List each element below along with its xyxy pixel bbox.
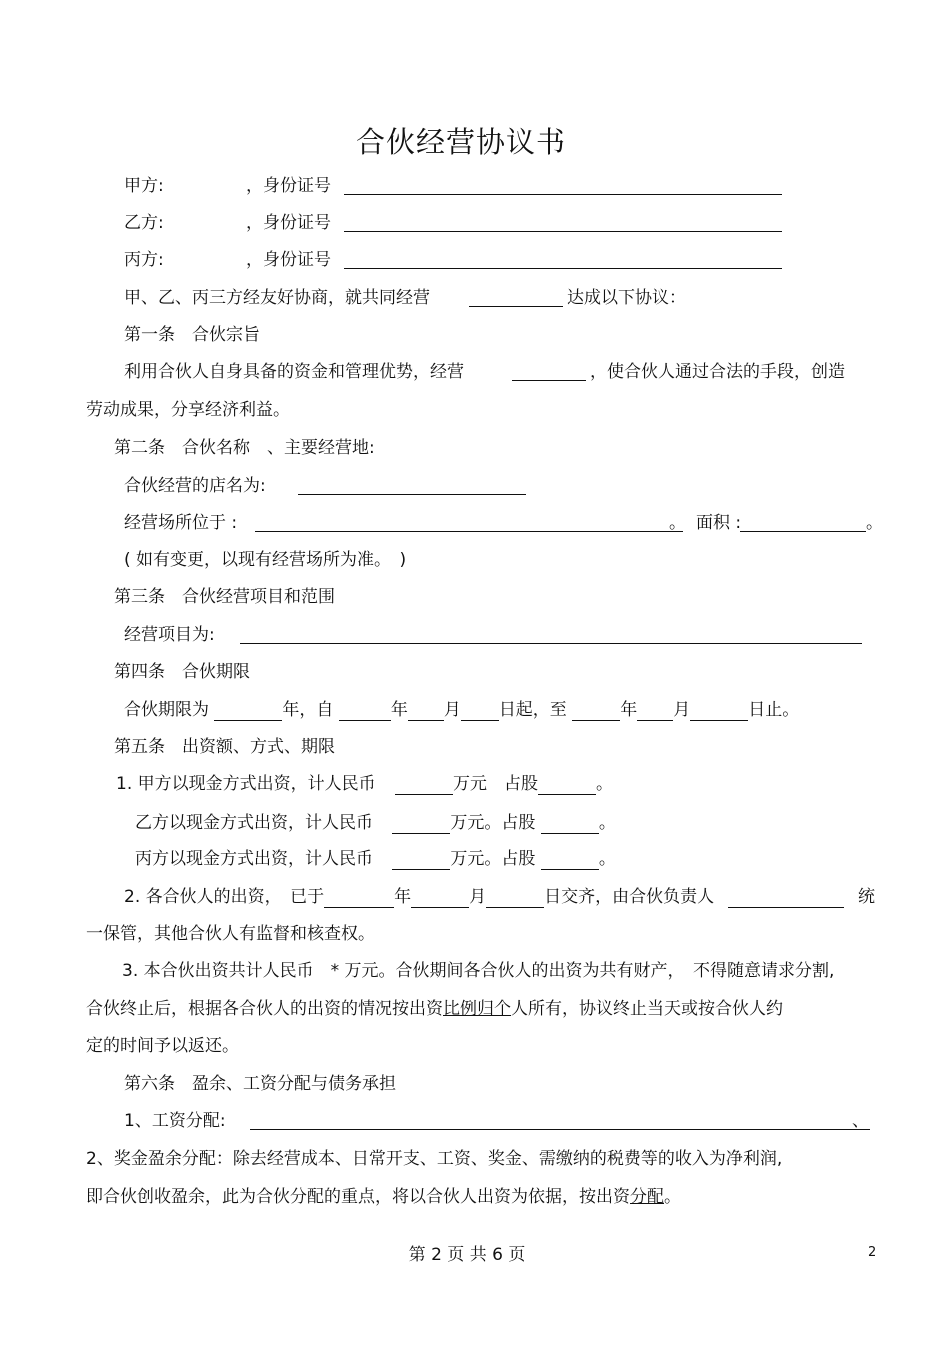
article-4-heading: 第四条 合伙期限: [114, 662, 250, 682]
article-6-heading: 第六条 盈余、工资分配与债务承担: [124, 1074, 396, 1094]
document-title: 合伙经营协议书: [355, 125, 566, 159]
contribution-b-share-blank: [541, 814, 599, 834]
contribution-b-amount-blank: [392, 814, 450, 834]
article-3-heading: 第三条 合伙经营项目和范围: [114, 587, 335, 607]
contribution-b: [135, 812, 616, 834]
location-change-note: ( 如有变更，以现有经营场所为准。 ): [124, 550, 407, 570]
party-b-label: 乙方:: [124, 213, 164, 233]
contribution-c-unit: 万元。占股: [450, 849, 536, 869]
custodian-blank: [728, 888, 844, 908]
intro-business-blank: [469, 287, 563, 307]
business-item-label: 经营项目为:: [124, 625, 215, 645]
article-1-business-blank: [512, 361, 586, 381]
term-text: [124, 699, 799, 721]
start-day-blank: [461, 701, 499, 721]
start-month-blank: [408, 701, 444, 721]
contribution-a-share-blank: [538, 775, 596, 795]
deadline-month-unit: 月: [469, 887, 487, 907]
location-label: 经营场所位于 :: [124, 513, 238, 533]
article-2-heading: 第二条 合伙名称 、主要经营地:: [114, 438, 375, 458]
term-years-unit: 年，自: [282, 700, 334, 720]
wage-blank: [250, 1110, 870, 1130]
article-1-line1-before: 利用合伙人自身具备的资金和管理优势，经营: [124, 362, 464, 382]
contribution-b-unit: 万元。占股: [450, 813, 536, 833]
party-a-id-blank: [344, 175, 782, 195]
bonus-line2-a: 即合伙创收盈余，此为合伙分配的重点，将以合伙人出资为依据，按出资: [86, 1187, 630, 1207]
article-1-heading: 第一条 合伙宗旨: [124, 325, 260, 345]
article-1-line2: 劳动成果，分享经济利益。: [86, 400, 290, 420]
area-period: 。: [866, 513, 883, 533]
contribution-c-share-blank: [541, 850, 599, 870]
intro-text-before: 甲、乙、丙三方经友好协商，就共同经营: [124, 288, 430, 308]
total-capital-line3: 定的时间予以返还。: [86, 1036, 239, 1056]
end-year-blank: [572, 701, 620, 721]
party-c-id-blank: [344, 249, 782, 269]
total-capital-line2-a: 合伙终止后，根据各合伙人的出资的情况按出资: [86, 999, 443, 1019]
start-month-unit: 月: [443, 700, 461, 720]
end-month-blank: [637, 701, 673, 721]
store-name-blank: [298, 475, 526, 495]
party-b-id-blank: [344, 212, 782, 232]
end-year-unit: 年: [620, 700, 638, 720]
total-capital-line2: [86, 998, 783, 1020]
total-capital-line2-underlined: 比例归个: [443, 999, 511, 1019]
contribution-b-text: 乙方以现金方式出资，计人民币: [135, 813, 373, 833]
total-capital-line1: 3. 本合伙出资共计人民币 * 万元。合伙期间各合伙人的出资为共有财产， 不得随意请求分割,: [122, 961, 835, 981]
total-capital-line2-b: 人所有，协议终止当天或按合伙人约: [511, 999, 783, 1019]
end-month-unit: 月: [673, 700, 691, 720]
area-label: 面积 :: [696, 513, 742, 533]
wage-label: 1、工资分配:: [124, 1111, 226, 1131]
deadline-day-blank: [486, 888, 544, 908]
store-name-label: 合伙经营的店名为:: [124, 476, 266, 496]
deadline-text: 2. 各合伙人的出资， 已于: [124, 887, 325, 907]
location-blank: [255, 512, 683, 532]
contribution-c-text: 丙方以现金方式出资，计人民币: [135, 849, 373, 869]
area-blank: [740, 512, 866, 532]
contribution-a-end: 。: [596, 774, 614, 794]
party-b-id-label: ，身份证号: [246, 213, 331, 233]
bonus-line2: [86, 1186, 681, 1208]
contribution-a-text: 1. 甲方以现金方式出资，计人民币: [116, 774, 376, 794]
deadline-line-end: 统: [858, 887, 875, 907]
contribution-a: [116, 773, 613, 795]
end-day-blank: [690, 701, 748, 721]
location-period: 。: [669, 513, 686, 533]
contribution-deadline-line2: 一保管，其他合伙人有监督和核查权。: [86, 924, 375, 944]
page-footer: 第 2 页 共 6 页: [408, 1245, 526, 1265]
deadline-year-blank: [324, 888, 394, 908]
bonus-line2-b: 。: [664, 1187, 681, 1207]
bonus-line1: 2、奖金盈余分配：除去经营成本、日常开支、工资、奖金、需缴纳的税费等的收入为净利润,: [86, 1149, 783, 1169]
page-number: 2: [868, 1245, 877, 1260]
start-year-blank: [339, 701, 391, 721]
end-day-unit: 日止。: [748, 700, 800, 720]
term-years-blank: [214, 701, 282, 721]
intro-text-after: 达成以下协议：: [567, 288, 686, 308]
party-a-label: 甲方:: [124, 176, 164, 196]
party-c-label: 丙方:: [124, 250, 164, 270]
contribution-c: [135, 848, 616, 870]
deadline-month-blank: [411, 888, 469, 908]
contribution-a-amount-blank: [395, 775, 453, 795]
start-year-unit: 年: [390, 700, 408, 720]
bonus-line2-underlined: 分配: [630, 1187, 664, 1207]
party-a-id-label: ，身份证号: [246, 176, 331, 196]
deadline-year-unit: 年: [394, 887, 412, 907]
business-item-blank: [240, 624, 862, 644]
wage-end: 、: [852, 1111, 869, 1131]
contribution-deadline: [124, 886, 844, 908]
article-1-line1-after: ，使合伙人通过合法的手段，创造: [590, 362, 845, 382]
start-day-unit: 日起，至: [498, 700, 567, 720]
article-5-heading: 第五条 出资额、方式、期限: [114, 737, 335, 757]
party-c-id-label: ，身份证号: [246, 250, 331, 270]
deadline-day-text: 日交齐，由合伙负责人: [544, 887, 715, 907]
contribution-b-end: 。: [598, 813, 616, 833]
contribution-c-end: 。: [598, 849, 616, 869]
contribution-c-amount-blank: [392, 850, 450, 870]
term-label: 合伙期限为: [124, 700, 209, 720]
contribution-a-unit: 万元 占股: [453, 774, 539, 794]
